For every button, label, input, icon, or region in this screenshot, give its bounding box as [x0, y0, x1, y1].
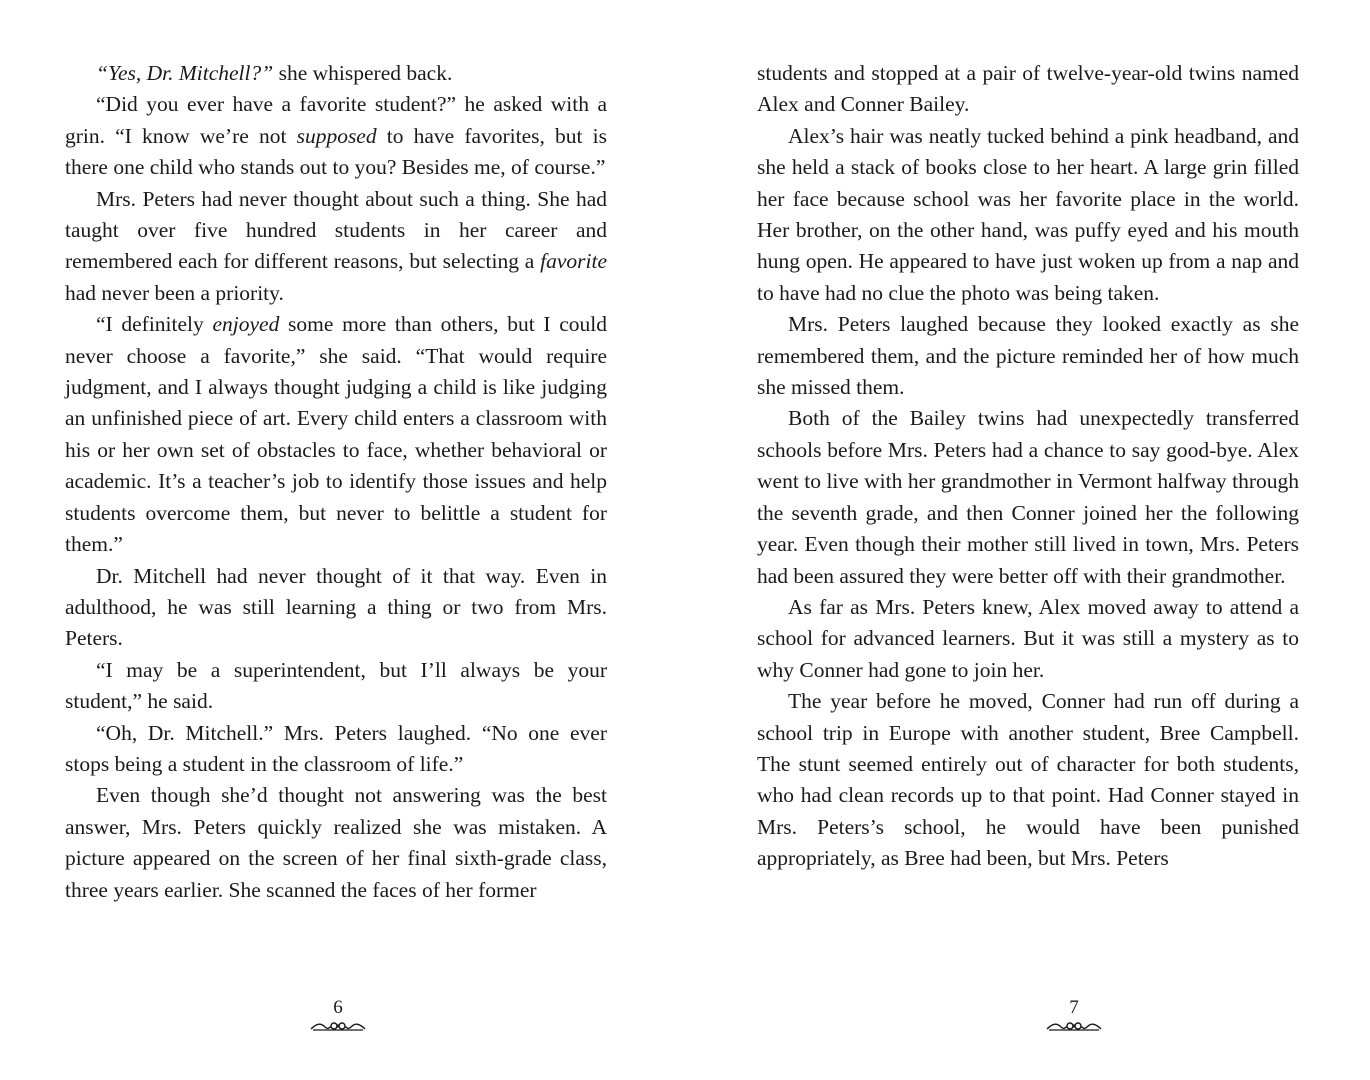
scroll-flourish-icon — [309, 1020, 367, 1032]
paragraph — [757, 58, 1299, 121]
text-run: to have favorites, but is there one child who stands out to you? Besides me, of course.” — [65, 123, 607, 180]
paragraph — [65, 780, 607, 906]
paragraph — [65, 184, 607, 310]
page-number: 6 — [333, 997, 343, 1018]
paragraph — [757, 403, 1299, 591]
text-run: Even though she’d thought not answering was the best answer, Mrs. Peters quickly realized she was mistaken. A picture appeared on the screen of her final sixth-grade class, three years earlier. She scanned the faces of her former — [65, 783, 607, 902]
page-folio — [1034, 998, 1114, 1032]
right-page — [685, 0, 1370, 1080]
paragraph — [757, 121, 1299, 309]
text-run: “I definitely — [96, 312, 213, 337]
text-run: Mrs. Peters had never thought about such a thing. She had taught over five hundred students in her career and remembered each for different reasons, but selecting a — [65, 186, 607, 274]
text-run: As far as Mrs. Peters knew, Alex moved away to attend a school for advanced learners. But it was still a mystery as to why Conner had gone to join her. — [757, 594, 1299, 682]
text-run: Alex’s hair was neatly tucked behind a pink headband, and she held a stack of books close to her heart. A large grin filled her face because school was her favorite place in the world. Her brother, on the other hand, was puffy eyed and his mouth hung open. He appeared to have just woken up from a nap and to have had no clue the photo was being taken. — [757, 123, 1299, 305]
page-number: 7 — [1069, 997, 1079, 1018]
paragraph — [757, 686, 1299, 874]
text-run: “Did you ever have a favorite student?” he asked with a grin. “I know we’re not — [65, 92, 607, 148]
italic-text-run: supposed — [296, 123, 377, 148]
paragraph — [65, 718, 607, 781]
text-run: “Oh, Dr. Mitchell.” Mrs. Peters laughed. “No one ever stops being a student in the classroom of life.” — [65, 720, 607, 776]
paragraph — [65, 655, 607, 718]
paragraph — [757, 309, 1299, 403]
text-run: students and stopped at a pair of twelve-year-old twins named Alex and Conner Bailey. — [757, 61, 1299, 117]
paragraph — [757, 592, 1299, 686]
paragraph — [65, 89, 607, 183]
italic-text-run: “Yes, Dr. Mitchell?” — [96, 61, 274, 85]
text-run: had never been a priority. — [65, 280, 284, 305]
text-run: Both of the Bailey twins had unexpectedly transferred schools before Mrs. Peters had a chance to say good-bye. Alex went to live with her grandmother in Vermont halfway through the seventh grade, and then Conner joined her the following year. Even though their mother still lived in town, Mrs. Peters had been assured they were better off with their grandmother. — [757, 406, 1299, 588]
paragraph — [65, 561, 607, 655]
text-run: Dr. Mitchell had never thought of it that way. Even in adulthood, he was still learning a thing or two from Mrs. Peters. — [65, 563, 607, 651]
paragraph — [65, 309, 607, 560]
paragraph — [65, 58, 607, 89]
text-run: some more than others, but I could never choose a favorite,” she said. “That would require judgment, and I always thought judging a child is like judging an unfinished piece of art. Every child enters a classroom with his or her own set of obstacles to face, whether behavioral or academic. It’s a teacher’s job to identify those issues and help students overcome them, but never to belittle a student for them.” — [65, 312, 607, 557]
left-page-text — [65, 58, 607, 906]
scroll-flourish-icon — [1045, 1020, 1103, 1032]
italic-text-run: enjoyed — [212, 312, 280, 337]
text-run: “I may be a superintendent, but I’ll always be your student,” he said. — [65, 657, 607, 714]
right-page-text — [757, 58, 1299, 875]
page-folio — [298, 998, 378, 1032]
text-run: she whispered back. — [273, 61, 453, 85]
text-run: The year before he moved, Conner had run off during a school trip in Europe with another student, Bree Campbell. The stunt seemed entirely out of character for both students, who had clean records up to that point. Had Conner stayed in Mrs. Peters’s school, he would have been punished appropriately, as Bree had been, but Mrs. Peters — [757, 689, 1299, 871]
text-run: Mrs. Peters laughed because they looked exactly as she remembered them, and the picture reminded her of how much she missed them. — [757, 312, 1299, 400]
italic-text-run: favorite — [540, 249, 607, 274]
